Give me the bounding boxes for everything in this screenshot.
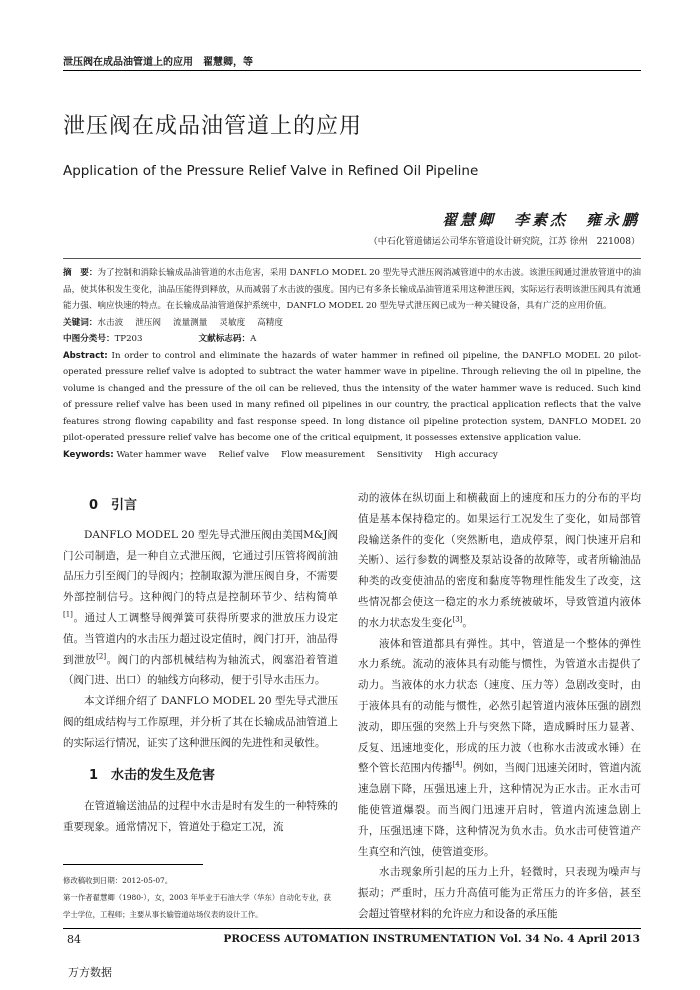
abstract-block [63, 265, 641, 463]
running-header: 泄压阀在成品油管道上的应用 翟慧卿，等 [63, 57, 253, 68]
keywords-en-label: Keywords: [63, 449, 114, 460]
abstract-en-label: Abstract: [63, 350, 108, 361]
left-column [63, 496, 338, 838]
keywords-english [63, 447, 641, 464]
abstract-en-text: In order to control and eliminate the hazards of water hammer in refined oil pipeline, the DANFLO MODEL 20 pilot-operated pressure relief valve is adopted to subtract the water hammer wave in pipeline. Through relieving the oil in pipeline, the volume is changed and the pressure of the oil can be relieved, thus the intensity of the water hammer wave is reduced. Such kind of pressure relief valve has been used in many refined oil pipelines in our country, the practical application reflects that the valve features strong flowing capability and fast response speed. In long distance oil pipeline protection system, DANFLO MODEL 20 pilot-operated pressure relief valve has become one of the critical equipment, it possesses extensive application value. [63, 350, 642, 443]
keyword-en: High accuracy [434, 449, 498, 460]
body-paragraph: 动的液体在纵切面上和横截面上的速度和压力的分布的平均值是基本保持稳定的。如果运行工况发生了变化，如局部管段输送条件的变化（突然断电，造成停泵，阀门快速开启和关断）、运行参数的调整及泵站设备的故障等，或者所输油品种类的改变使油品的密度和黏度等物理性能发生了改变，这些情况都会使这一稳定的水力系统被破坏，导致管道内液体的水力状态发生变化[3]。 [358, 492, 641, 629]
watermark: 万方数据 [68, 966, 112, 979]
keyword: 高精度 [257, 317, 283, 328]
citation: [3] [452, 615, 463, 624]
abstract-english [63, 348, 641, 447]
section-heading-water-hammer: 1 水击的发生及危害 [89, 767, 216, 783]
body-paragraph: 水击现象所引起的压力上升，轻微时，只表现为噪声与振动；严重时，压力升高值可能为正常压力的许多倍，甚至会超过管壁材料的允许应力和设备的承压能 [358, 866, 641, 920]
footnote-received: 修改稿收到日期：2012-05-07。 [63, 876, 173, 885]
keywords-label: 关键词： [63, 317, 98, 328]
keyword: 泄压阀 [135, 317, 161, 328]
clc-value: TP203 [114, 334, 143, 344]
footer-rule [63, 928, 641, 929]
page-number: 84 [67, 933, 81, 946]
keyword: 流量测量 [172, 317, 208, 328]
keyword-en: Water hammer wave [116, 449, 207, 460]
classification-line [63, 331, 641, 348]
abstract-text: 为了控制和消除长输成品油管道的水击危害，采用 DANFLO MODEL 20 型先导式泄压阀消减管道中的水击波。该泄压阀通过泄放管道中的油品，使其体积发生变化，油品压能得到释放，从而减弱了水击波的强度。国内已有多条长输成品油管道采用这种泄压阀，实际运行表明该泄压阀具有流通能力强、响应快速的特点。在长输成品油管道保护系统中，DANFLO MODEL 20 型先导式泄压阀已成为一种关键设备，具有广泛的应用价值。 [63, 268, 641, 311]
footnote-author-bio: 第一作者翟慧卿（1980-），女，2003 年毕业于石油大学（华东）自动化专业，获学士学位，工程师；主要从事长输管道站场仪表的设计工作。 [63, 893, 331, 919]
journal-info: PROCESS AUTOMATION INSTRUMENTATION Vol. 34 No. 4 April 2013 [223, 933, 640, 945]
header-rule [63, 70, 641, 71]
abstract-chinese [63, 265, 641, 315]
body-paragraph: 液体和管道都具有弹性。其中，管道是一个整体的弹性水力系统。流动的液体具有动能与惯性，为管道水击提供了动力。当液体的水力状态（速度、压力等）急剧改变时，由于液体具有的动能与惯性，必然引起管道内液体压强的剧烈波动，即压强的突然上升与突然下降，造成瞬时压力显著、反复、迅速地变化，形成的压力波（也称水击波或水锤）在整个管长范围内传播[4]。例如，当阀门迅速关闭时，管道内流速急剧下降，压强迅速上升，这种情况为正水击。正水击可能使管道爆裂。而当阀门迅速开启时，管道内流速急剧上升，压强迅速下降，这种情况为负水击。负水击可使管道产生真空和汽蚀，使管道变形。 [358, 637, 642, 858]
footnote-rule [63, 864, 203, 865]
keywords-chinese [63, 315, 641, 332]
footnote [63, 872, 338, 923]
body-paragraph: DANFLO MODEL 20 型先导式泄压阀由美国M&J阀门公司制造，是一种自立式泄压阀，它通过引压管将阀前油品压力引至阀门的导阀内；控制取源为泄压阀自身，不需要外部控制信号。这种阀门的特点是控制环节少、结构简单[1]。通过人工调整导阀弹簧可获得所要求的泄放压力设定值。当管道内的水击压力超过设定值时，阀门打开，油品得到泄放[2]。阀门的内部机械结构为轴流式，阀塞沿着管道（阀门进、出口）的轴线方向移动，便于引导水击压力。 [63, 528, 339, 687]
keyword-en: Sensitivity [376, 449, 423, 460]
abstract-label: 摘 要： [63, 268, 98, 278]
keyword-en: Flow measurement [281, 449, 365, 460]
body-paragraph: 在管道输送油品的过程中水击是时有发生的一种特殊的重要现象。通常情况下，管道处于稳定工况，流 [63, 800, 338, 834]
right-column [358, 488, 641, 925]
keyword-en: Relief valve [218, 449, 270, 460]
keyword: 水击波 [97, 317, 124, 328]
citation: [2] [96, 652, 107, 661]
title-chinese: 泄压阀在成品油管道上的应用 [63, 114, 363, 139]
citation: [4] [452, 760, 463, 769]
authors: 翟慧卿 李素杰 雍永鹏 [441, 211, 640, 229]
keyword: 灵敏度 [219, 317, 246, 328]
title-english: Application of the Pressure Relief Valve in Refined Oil Pipeline [63, 163, 479, 179]
citation: [1] [63, 610, 73, 619]
affiliation: （中石化管道储运公司华东管道设计研究院，江苏 徐州 221008） [368, 237, 640, 247]
doc-code-label: 文献标志码： [198, 334, 251, 344]
doc-code-value: A [250, 334, 257, 344]
section-heading-intro: 0 引言 [89, 498, 138, 513]
body-paragraph: 本文详细介绍了 DANFLO MODEL 20 型先导式泄压阀的组成结构与工作原理，并分析了其在长输成品油管道上的实际运行情况，证实了这种泄压阀的先进性和灵敏性。 [63, 695, 338, 749]
abstract-rule [63, 258, 641, 259]
clc-label: 中图分类号： [63, 334, 115, 344]
